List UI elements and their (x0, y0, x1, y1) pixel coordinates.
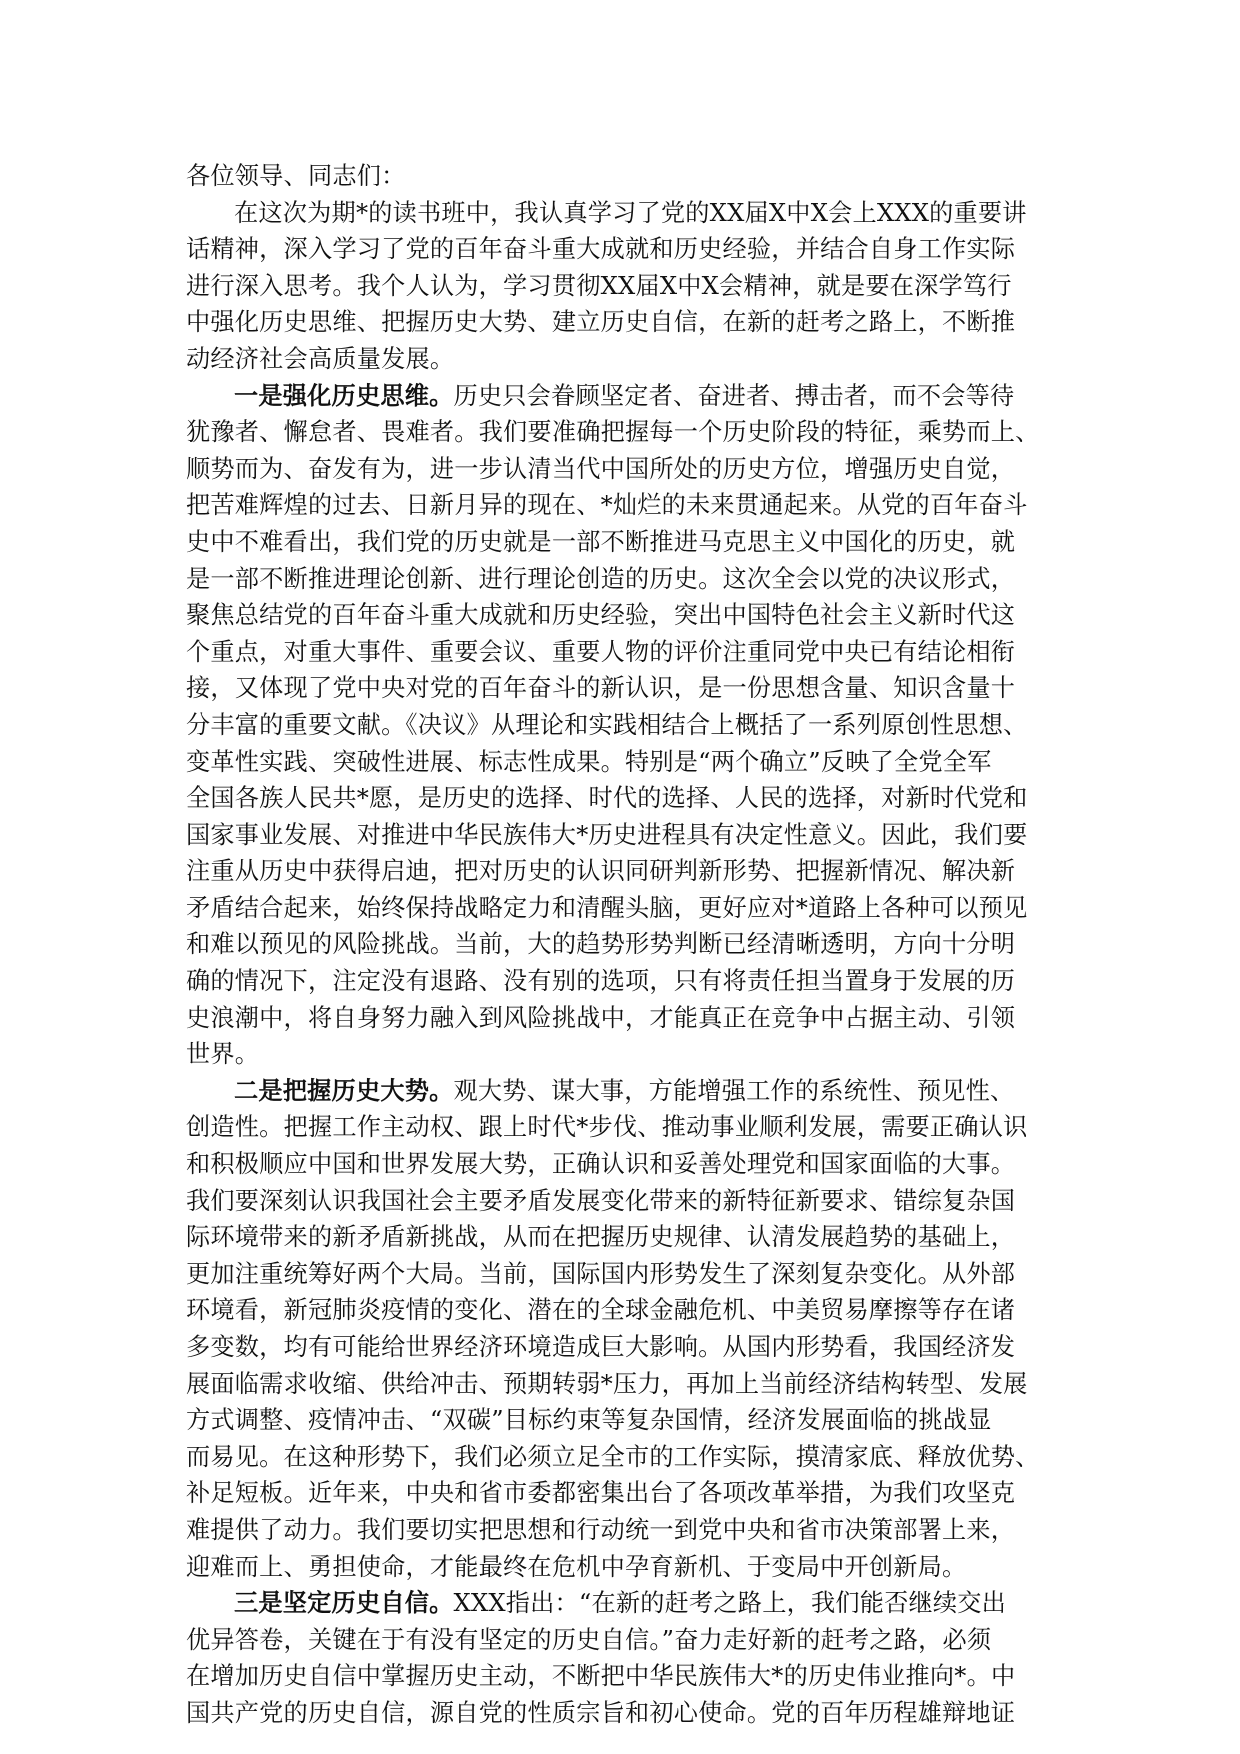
line-text: 和难以预见的风险挑战。当前，大的趋势形势判断已经清晰透明，方向十分明 (186, 930, 1016, 959)
line-text: 变革性实践、突破性进展、标志性成果。特别是“两个确立”反映了全党全军 (186, 747, 992, 776)
text-line (186, 890, 1066, 927)
line-text: 国家事业发展、对推进中华民族伟大*历史进程具有决定性意义。因此，我们要 (186, 820, 1028, 849)
text-line (186, 597, 1066, 634)
text-line (186, 1366, 1066, 1403)
text-line (186, 634, 1066, 671)
text-line (186, 853, 1066, 890)
text-line (186, 1256, 1066, 1293)
text-line (186, 1219, 1066, 1256)
line-text: 国共产党的历史自信，源自党的性质宗旨和初心使命。党的百年历程雄辩地证 (186, 1698, 1016, 1727)
line-text: 展面临需求收缩、供给冲击、预期转弱*压力，再加上当前经济结构转型、发展 (186, 1369, 1028, 1398)
text-line (186, 1549, 1066, 1586)
text-line (186, 1695, 1066, 1732)
line-text: 史浪潮中，将自身努力融入到风险挑战中，才能真正在竞争中占据主动、引领 (186, 1003, 1016, 1032)
line-text: 迎难而上、勇担使命，才能最终在危机中孕育新机、于变局中开创新局。 (186, 1552, 967, 1581)
line-text: 而易见。在这种形势下，我们必须立足全市的工作实际，摸清家底、释放优势、 (186, 1442, 1040, 1471)
line-text: 补足短板。近年来，中央和省市委都密集出台了各项改革举措，为我们攻坚克 (186, 1479, 1016, 1508)
line-text: 观大势、谋大事，方能增强工作的系统性、预见性、 (453, 1076, 1015, 1105)
line-text: 际环境带来的新矛盾新挑战，从而在把握历史规律、认清发展趋势的基础上， (186, 1223, 1016, 1252)
text-line (186, 1292, 1066, 1329)
paragraph (186, 1585, 1066, 1731)
line-text: 环境看，新冠肺炎疫情的变化、潜在的全球金融危机、中美贸易摩擦等存在诸 (186, 1296, 1016, 1325)
line-text: 确的情况下，注定没有退路、没有别的选项，只有将责任担当置身于发展的历 (186, 967, 1016, 996)
line-text: 动经济社会高质量发展。 (186, 344, 455, 373)
text-line (186, 1622, 1066, 1659)
text-line (186, 561, 1066, 598)
section-heading: 一是强化历史思维。 (234, 380, 454, 410)
line-text: 话精神，深入学习了党的百年奋斗重大成就和历史经验，并结合自身工作实际 (186, 235, 1016, 264)
text-line (186, 524, 1066, 561)
text-line (186, 1585, 1066, 1622)
text-line (186, 451, 1066, 488)
line-text: 在增加历史自信中掌握历史主动，不断把中华民族伟大*的历史伟业推向*。中 (186, 1662, 1016, 1691)
text-line (186, 670, 1066, 707)
line-text: 聚焦总结党的百年奋斗重大成就和历史经验，突出中国特色社会主义新时代这 (186, 601, 1016, 630)
text-line (186, 926, 1066, 963)
line-text: 创造性。把握工作主动权、跟上时代*步伐、推动事业顺利发展，需要正确认识 (186, 1113, 1028, 1142)
text-line (186, 707, 1066, 744)
line-text: 全国各族人民共*愿，是历史的选择、时代的选择、人民的选择，对新时代党和 (186, 784, 1028, 813)
text-line (186, 1658, 1066, 1695)
line-text: 历史只会眷顾坚定者、奋进者、搏击者，而不会等待 (453, 381, 1015, 410)
line-text: 难提供了动力。我们要切实把思想和行动统一到党中央和省市决策部署上来， (186, 1515, 1016, 1544)
line-text: 是一部不断推进理论创新、进行理论创造的历史。这次全会以党的决议形式， (186, 564, 1016, 593)
text-line (186, 744, 1066, 781)
text-line (186, 195, 1066, 232)
line-text: 我们要深刻认识我国社会主要矛盾发展变化带来的新特征新要求、错综复杂国 (186, 1186, 1016, 1215)
line-text: XXX指出：“在新的赶考之路上，我们能否继续交出 (453, 1589, 1007, 1618)
line-text: 更加注重统筹好两个大局。当前，国际国内形势发生了深刻复杂变化。从外部 (186, 1259, 1016, 1288)
text-line (186, 1146, 1066, 1183)
section-heading: 二是把握历史大势。 (234, 1075, 454, 1105)
line-text: 多变数，均有可能给世界经济环境造成巨大影响。从国内形势看，我国经济发 (186, 1333, 1016, 1361)
line-text: 把苦难辉煌的过去、日新月异的现在、*灿烂的未来贯通起来。从党的百年奋斗 (186, 491, 1028, 520)
text-line (186, 1439, 1066, 1476)
line-text: 犹豫者、懈怠者、畏难者。我们要准确把握每一个历史阶段的特征，乘势而上、 (186, 418, 1040, 447)
text-line (186, 1512, 1066, 1549)
text-line (186, 268, 1066, 305)
line-text: 顺势而为、奋发有为，进一步认清当代中国所处的历史方位，增强历史自觉， (186, 454, 1016, 483)
line-text: 注重从历史中获得启迪，把对历史的认识同研判新形势、把握新情况、解决新 (186, 857, 1016, 886)
paragraph (186, 378, 1066, 1073)
line-text: 在这次为期*的读书班中，我认真学习了党的XX届X中X会上XXX的重要讲 (234, 198, 1027, 227)
text-line (186, 414, 1066, 451)
line-text: 进行深入思考。我个人认为，学习贯彻XX届X中X会精神，就是要在深学笃行 (186, 271, 1012, 300)
text-line (186, 1475, 1066, 1512)
text-line (186, 1109, 1066, 1146)
line-text: 史中不难看出，我们党的历史就是一部不断推进马克思主义中国化的历史，就 (186, 527, 1016, 556)
text-line (186, 304, 1066, 341)
line-text: 接，又体现了党中央对党的百年奋斗的新认识，是一份思想含量、知识含量十 (186, 674, 1016, 703)
paragraph (186, 195, 1066, 378)
text-line (186, 378, 1066, 415)
section-heading: 三是坚定历史自信。 (234, 1588, 454, 1618)
line-text: 方式调整、疫情冲击、“双碳”目标约束等复杂国情，经济发展面临的挑战显 (186, 1406, 992, 1435)
text-line (186, 1329, 1066, 1366)
text-line (186, 1073, 1066, 1110)
text-line (186, 1183, 1066, 1220)
line-text: 个重点，对重大事件、重要会议、重要人物的评价注重同党中央已有结论相衔 (186, 637, 1016, 666)
text-line (186, 963, 1066, 1000)
line-text: 和积极顺应中国和世界发展大势，正确认识和妥善处理党和国家面临的大事。 (186, 1150, 1016, 1179)
text-line (186, 1000, 1066, 1037)
line-text: 中强化历史思维、把握历史大势、建立历史自信，在新的赶考之路上，不断推 (186, 308, 1016, 337)
text-line (186, 487, 1066, 524)
line-text: 优异答卷，关键在于有没有坚定的历史自信。”奋力走好新的赶考之路，必须 (186, 1625, 992, 1654)
text-line (186, 1402, 1066, 1439)
paragraph (186, 1073, 1066, 1585)
text-line (186, 341, 1066, 378)
greeting: 各位领导、同志们： (186, 162, 406, 190)
text-line (186, 1036, 1066, 1073)
text-line (186, 780, 1066, 817)
paragraph-container (186, 195, 1066, 1732)
line-text: 矛盾结合起来，始终保持战略定力和清醒头脑，更好应对*道路上各种可以预见 (186, 893, 1028, 922)
line-text: 分丰富的重要文献。《决议》从理论和实践相结合上概括了一系列原创性思想、 (186, 710, 1028, 739)
text-line (186, 231, 1066, 268)
document-body (186, 158, 1066, 1732)
text-line (186, 817, 1066, 854)
line-text: 世界。 (186, 1040, 260, 1069)
